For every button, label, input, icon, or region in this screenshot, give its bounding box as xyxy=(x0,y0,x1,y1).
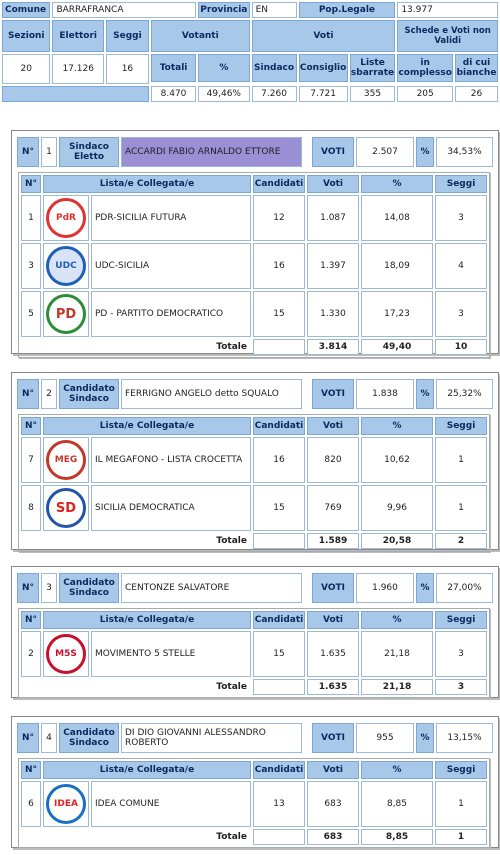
col-seggi: Seggi xyxy=(435,761,487,779)
sezioni-value: 20 xyxy=(2,54,50,84)
list-candidati: 16 xyxy=(253,243,305,289)
list-n: 7 xyxy=(21,437,41,483)
voti-label: VOTI xyxy=(312,723,354,753)
col-perc: % xyxy=(361,417,433,435)
table-row xyxy=(21,781,487,827)
list-seggi: 3 xyxy=(435,291,487,337)
list-n: 5 xyxy=(21,291,41,337)
list-seggi: 3 xyxy=(435,195,487,241)
list-perc: 9,96 xyxy=(361,485,433,531)
lists-table xyxy=(18,758,490,848)
list-seggi: 4 xyxy=(435,243,487,289)
col-lista: Lista/e Collegata/e xyxy=(43,761,251,779)
seggi-label: Seggi xyxy=(106,20,149,52)
col-seggi: Seggi xyxy=(435,175,487,193)
lists-table xyxy=(18,414,490,552)
candidate-voti: 1.838 xyxy=(356,379,414,409)
pop-label: Pop.Legale xyxy=(299,2,396,18)
pop-value: 13.977 xyxy=(397,2,498,18)
list-n: 2 xyxy=(21,631,41,677)
liste-label: Liste sbarrate xyxy=(350,54,396,82)
totale-seggi: 3 xyxy=(435,679,487,695)
col-perc: % xyxy=(361,175,433,193)
col-candidati: Candidati xyxy=(253,611,305,629)
summary-spacer xyxy=(2,86,149,102)
list-n: 1 xyxy=(21,195,41,241)
voti-label: VOTI xyxy=(312,573,354,603)
totale-row xyxy=(21,533,487,549)
consiglio-label: Consiglio xyxy=(299,54,348,82)
list-perc: 21,18 xyxy=(361,631,433,677)
list-candidati: 15 xyxy=(253,291,305,337)
perc-label: % xyxy=(416,137,434,167)
totale-label: Totale xyxy=(216,682,247,692)
candidate-n-label: N° xyxy=(17,137,39,167)
candidate-n: 4 xyxy=(41,723,57,753)
candidate-n-label: N° xyxy=(17,723,39,753)
candidate-header xyxy=(15,721,495,755)
totale-row xyxy=(21,829,487,845)
list-candidati: 13 xyxy=(253,781,305,827)
totale-seggi: 1 xyxy=(435,829,487,845)
list-n: 6 xyxy=(21,781,41,827)
candidate-voti: 2.507 xyxy=(356,137,414,167)
elettori-value: 17.126 xyxy=(52,54,103,84)
totale-row xyxy=(21,679,487,695)
candidate-role: Candidato Sindaco xyxy=(59,379,119,409)
table-row xyxy=(21,631,487,677)
lists-table xyxy=(18,172,490,358)
list-voti: 820 xyxy=(307,437,359,483)
sindaco-label: Sindaco xyxy=(252,54,297,82)
totale-perc: 49,40 xyxy=(361,339,433,355)
totale-perc: 8,85 xyxy=(361,829,433,845)
totali-value: 8.470 xyxy=(151,86,196,102)
idea-comune-logo: IDEA xyxy=(46,784,86,824)
list-name: SICILIA DEMOCRATICA xyxy=(91,485,251,531)
movimento-5-stelle-logo: M5S xyxy=(46,634,86,674)
col-n: N° xyxy=(21,761,41,779)
sezioni-label: Sezioni xyxy=(2,20,50,52)
candidate-n: 3 xyxy=(41,573,57,603)
table-row xyxy=(21,291,487,337)
candidate-role: Sindaco Eletto xyxy=(59,137,119,167)
totale-seggi: 10 xyxy=(435,339,487,355)
totale-label: Totale xyxy=(216,536,247,546)
table-row xyxy=(21,437,487,483)
list-name: IL MEGAFONO - LISTA CROCETTA xyxy=(91,437,251,483)
candidate-header xyxy=(15,571,495,605)
table-row xyxy=(21,485,487,531)
candidate-voti: 1.960 xyxy=(356,573,414,603)
liste-value: 355 xyxy=(350,86,396,102)
list-candidati: 16 xyxy=(253,437,305,483)
candidate-perc: 25,32% xyxy=(436,379,493,409)
pd-logo: PD xyxy=(46,294,86,334)
perc-label: % xyxy=(416,379,434,409)
candidate-perc: 13,15% xyxy=(436,723,493,753)
provincia-value: EN xyxy=(252,2,297,18)
list-name: PD - PARTITO DEMOCRATICO xyxy=(91,291,251,337)
candidate-role: Candidato Sindaco xyxy=(59,723,119,753)
list-seggi: 1 xyxy=(435,485,487,531)
totale-voti: 1.589 xyxy=(307,533,359,549)
totale-voti: 1.635 xyxy=(307,679,359,695)
list-name: IDEA COMUNE xyxy=(91,781,251,827)
candidate-n-label: N° xyxy=(17,573,39,603)
list-candidati: 15 xyxy=(253,631,305,677)
candidate-block-4 xyxy=(11,716,499,848)
candidate-block-3 xyxy=(11,566,499,698)
candidate-n-label: N° xyxy=(17,379,39,409)
perc-label: % xyxy=(416,573,434,603)
consiglio-value: 7.721 xyxy=(299,86,348,102)
list-perc: 14,08 xyxy=(361,195,433,241)
candidate-role: Candidato Sindaco xyxy=(59,573,119,603)
totale-label: Totale xyxy=(216,342,247,352)
candidate-name: ACCARDI FABIO ARNALDO ETTORE xyxy=(121,137,302,167)
candidate-n: 2 xyxy=(41,379,57,409)
pdr-sicilia-futura-logo: PdR xyxy=(46,198,86,238)
perc-value: 49,46% xyxy=(198,86,249,102)
col-n: N° xyxy=(21,175,41,193)
candidate-name: DI DIO GIOVANNI ALESSANDRO ROBERTO xyxy=(121,723,302,753)
voti-label: VOTI xyxy=(312,137,354,167)
list-candidati: 15 xyxy=(253,485,305,531)
list-perc: 17,23 xyxy=(361,291,433,337)
perc-label: % xyxy=(198,54,249,82)
col-perc: % xyxy=(361,611,433,629)
list-seggi: 1 xyxy=(435,437,487,483)
list-n: 3 xyxy=(21,243,41,289)
bianche-value: 26 xyxy=(455,86,498,102)
voti-label: Voti xyxy=(252,20,396,52)
list-voti: 1.635 xyxy=(307,631,359,677)
totale-perc: 20,58 xyxy=(361,533,433,549)
sindaco-value: 7.260 xyxy=(252,86,297,102)
comune-value: BARRAFRANCA xyxy=(52,2,196,18)
totale-perc: 21,18 xyxy=(361,679,433,695)
votanti-label: Votanti xyxy=(151,20,250,52)
candidate-header xyxy=(15,135,495,169)
col-candidati: Candidati xyxy=(253,175,305,193)
totale-voti: 683 xyxy=(307,829,359,845)
bianche-label: di cui bianche xyxy=(455,54,498,82)
list-candidati: 12 xyxy=(253,195,305,241)
list-perc: 10,62 xyxy=(361,437,433,483)
col-voti: Voti xyxy=(307,611,359,629)
schede-label: Schede e Voti non Validi xyxy=(397,20,498,52)
list-name: PDR-SICILIA FUTURA xyxy=(91,195,251,241)
voti-label: VOTI xyxy=(312,379,354,409)
lists-table xyxy=(18,608,490,698)
list-voti: 683 xyxy=(307,781,359,827)
col-perc: % xyxy=(361,761,433,779)
col-seggi: Seggi xyxy=(435,417,487,435)
list-voti: 769 xyxy=(307,485,359,531)
totale-voti: 3.814 xyxy=(307,339,359,355)
candidate-perc: 27,00% xyxy=(436,573,493,603)
seggi-value: 16 xyxy=(106,54,149,84)
totale-label: Totale xyxy=(216,832,247,842)
col-lista: Lista/e Collegata/e xyxy=(43,611,251,629)
table-row xyxy=(21,195,487,241)
perc-label: % xyxy=(416,723,434,753)
candidate-perc: 34,53% xyxy=(436,137,493,167)
list-perc: 8,85 xyxy=(361,781,433,827)
table-row xyxy=(21,243,487,289)
candidate-name: CENTONZE SALVATORE xyxy=(121,573,302,603)
col-n: N° xyxy=(21,611,41,629)
il-megafono-logo: MEG xyxy=(46,440,86,480)
list-seggi: 3 xyxy=(435,631,487,677)
candidate-block-2 xyxy=(11,372,499,550)
comune-label: Comune xyxy=(2,2,50,18)
list-name: UDC-SICILIA xyxy=(91,243,251,289)
list-perc: 18,09 xyxy=(361,243,433,289)
totale-seggi: 2 xyxy=(435,533,487,549)
col-lista: Lista/e Collegata/e xyxy=(43,175,251,193)
totale-row xyxy=(21,339,487,355)
list-voti: 1.087 xyxy=(307,195,359,241)
sicilia-democratica-logo: SD xyxy=(46,488,86,528)
list-name: MOVIMENTO 5 STELLE xyxy=(91,631,251,677)
complesso-label: in complesso xyxy=(397,54,453,82)
col-candidati: Candidati xyxy=(253,417,305,435)
candidate-n: 1 xyxy=(41,137,57,167)
list-voti: 1.397 xyxy=(307,243,359,289)
summary-table xyxy=(0,0,500,104)
totali-label: Totali xyxy=(151,54,196,82)
col-voti: Voti xyxy=(307,417,359,435)
udc-sicilia-logo: UDC xyxy=(46,246,86,286)
provincia-label: Provincia xyxy=(198,2,249,18)
list-voti: 1.330 xyxy=(307,291,359,337)
col-lista: Lista/e Collegata/e xyxy=(43,417,251,435)
candidate-header xyxy=(15,377,495,411)
list-seggi: 1 xyxy=(435,781,487,827)
col-candidati: Candidati xyxy=(253,761,305,779)
candidate-name: FERRIGNO ANGELO detto SQUALO xyxy=(121,379,302,409)
col-voti: Voti xyxy=(307,761,359,779)
col-n: N° xyxy=(21,417,41,435)
complesso-value: 205 xyxy=(397,86,453,102)
candidate-voti: 955 xyxy=(356,723,414,753)
candidate-block-1 xyxy=(11,130,499,354)
col-voti: Voti xyxy=(307,175,359,193)
col-seggi: Seggi xyxy=(435,611,487,629)
list-n: 8 xyxy=(21,485,41,531)
elettori-label: Elettori xyxy=(52,20,103,52)
